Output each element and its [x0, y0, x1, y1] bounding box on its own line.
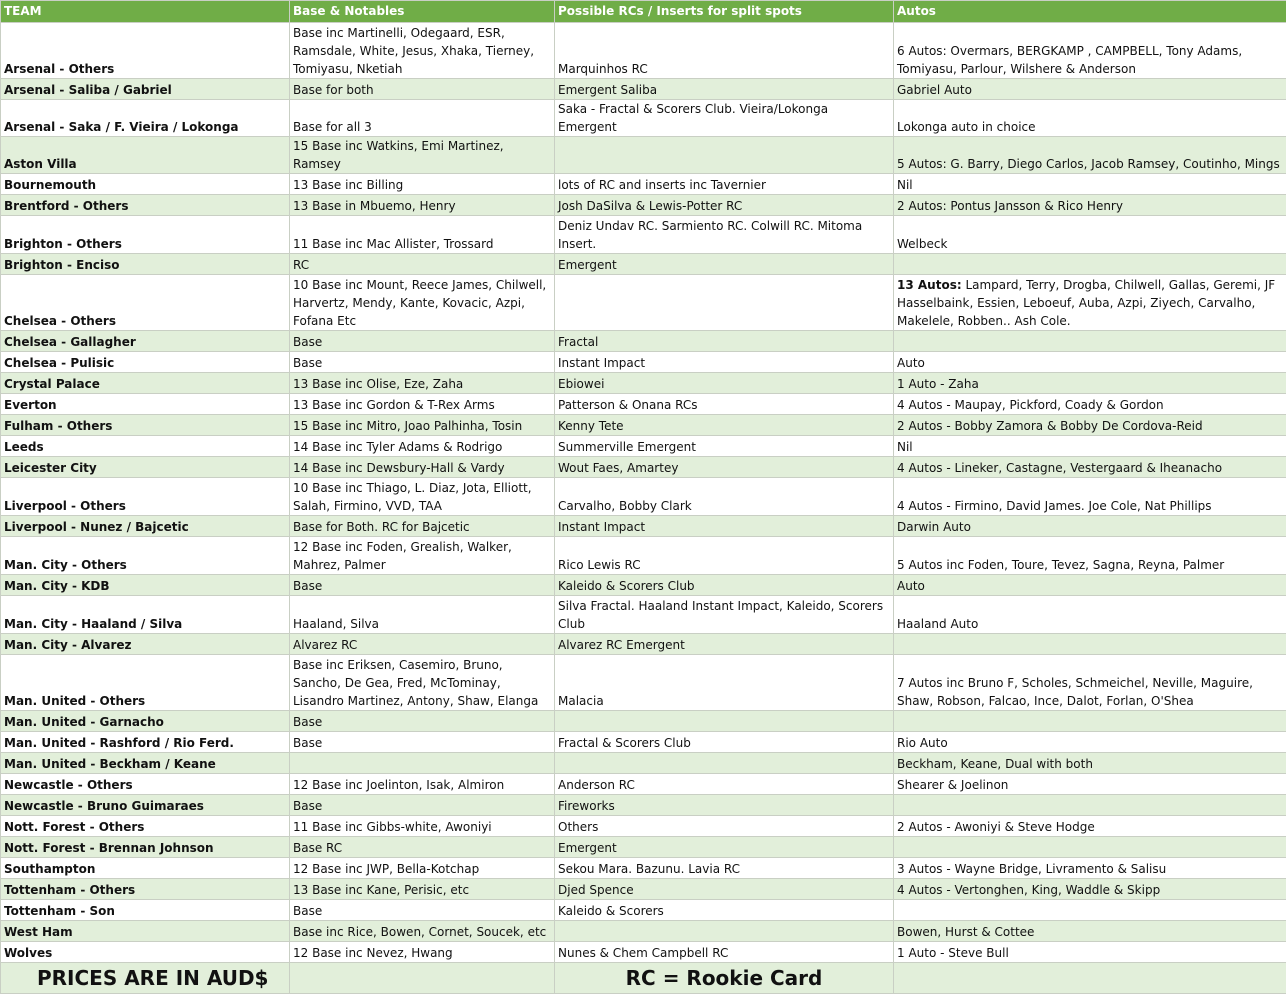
- rc-inserts-cell[interactable]: Patterson & Onana RCs: [555, 394, 894, 415]
- rc-inserts-cell[interactable]: lots of RC and inserts inc Tavernier: [555, 174, 894, 195]
- autos-cell[interactable]: 2 Autos - Awoniyi & Steve Hodge: [894, 816, 1286, 837]
- team-cell[interactable]: Tottenham - Son: [1, 900, 290, 921]
- rc-inserts-cell[interactable]: Silva Fractal. Haaland Instant Impact, Kaleido, Scorers Club: [555, 596, 894, 634]
- rc-inserts-cell[interactable]: Anderson RC: [555, 774, 894, 795]
- team-cell[interactable]: Aston Villa: [1, 137, 290, 174]
- autos-cell[interactable]: Rio Auto: [894, 732, 1286, 753]
- rc-inserts-cell[interactable]: Deniz Undav RC. Sarmiento RC. Colwill RC. Mitoma Insert.: [555, 216, 894, 254]
- rc-inserts-cell[interactable]: Alvarez RC Emergent: [555, 634, 894, 655]
- footer-row: [1, 963, 1286, 994]
- table-row: [1, 753, 1286, 774]
- base-cell[interactable]: Base: [290, 331, 555, 352]
- header-row: [1, 1, 1286, 23]
- autos-cell[interactable]: Haaland Auto: [894, 596, 1286, 634]
- autos-cell[interactable]: Bowen, Hurst & Cottee: [894, 921, 1286, 942]
- rc-inserts-cell[interactable]: Carvalho, Bobby Clark: [555, 478, 894, 516]
- base-cell[interactable]: Base: [290, 711, 555, 732]
- table-row: [1, 596, 1286, 634]
- team-cell[interactable]: Man. City - KDB: [1, 575, 290, 596]
- team-cell[interactable]: Leeds: [1, 436, 290, 457]
- rc-inserts-cell[interactable]: Emergent: [555, 837, 894, 858]
- rc-inserts-cell[interactable]: Kaleido & Scorers Club: [555, 575, 894, 596]
- rc-inserts-cell[interactable]: [555, 921, 894, 942]
- team-cell[interactable]: Nott. Forest - Others: [1, 816, 290, 837]
- team-cell[interactable]: Everton: [1, 394, 290, 415]
- table-row: [1, 373, 1286, 394]
- base-cell[interactable]: Base: [290, 900, 555, 921]
- team-cell[interactable]: Chelsea - Others: [1, 275, 290, 331]
- rc-inserts-cell[interactable]: Others: [555, 816, 894, 837]
- rc-inserts-cell[interactable]: Instant Impact: [555, 516, 894, 537]
- autos-cell[interactable]: [894, 711, 1286, 732]
- autos-cell[interactable]: Darwin Auto: [894, 516, 1286, 537]
- table-row: [1, 254, 1286, 275]
- base-cell[interactable]: 13 Base inc Kane, Perisic, etc: [290, 879, 555, 900]
- table-row: [1, 478, 1286, 516]
- autos-cell[interactable]: Gabriel Auto: [894, 79, 1286, 100]
- base-cell[interactable]: Alvarez RC: [290, 634, 555, 655]
- rc-inserts-cell[interactable]: Emergent Saliba: [555, 79, 894, 100]
- table-row: [1, 100, 1286, 137]
- autos-cell[interactable]: 1 Auto - Steve Bull: [894, 942, 1286, 963]
- autos-cell[interactable]: [894, 254, 1286, 275]
- autos-count-label: 13 Autos:: [897, 278, 962, 292]
- base-cell[interactable]: 12 Base inc Joelinton, Isak, Almiron: [290, 774, 555, 795]
- header-base-notables[interactable]: Base & Notables: [290, 1, 555, 23]
- team-cell[interactable]: Man. United - Beckham / Keane: [1, 753, 290, 774]
- table-row: [1, 816, 1286, 837]
- base-cell[interactable]: 14 Base inc Tyler Adams & Rodrigo: [290, 436, 555, 457]
- rc-inserts-cell[interactable]: Nunes & Chem Campbell RC: [555, 942, 894, 963]
- team-cell[interactable]: Newcastle - Bruno Guimaraes: [1, 795, 290, 816]
- autos-cell[interactable]: Nil: [894, 436, 1286, 457]
- team-cell[interactable]: Arsenal - Saka / F. Vieira / Lokonga: [1, 100, 290, 137]
- team-cell[interactable]: Brighton - Others: [1, 216, 290, 254]
- rc-legend[interactable]: RC = Rookie Card: [555, 963, 894, 994]
- header-autos[interactable]: Autos: [894, 1, 1286, 23]
- table-row: [1, 732, 1286, 753]
- rc-inserts-cell[interactable]: Fractal & Scorers Club: [555, 732, 894, 753]
- team-cell[interactable]: Crystal Palace: [1, 373, 290, 394]
- autos-cell[interactable]: 4 Autos - Vertonghen, King, Waddle & Skipp: [894, 879, 1286, 900]
- autos-cell[interactable]: Beckham, Keane, Dual with both: [894, 753, 1286, 774]
- base-cell[interactable]: Base for all 3: [290, 100, 555, 137]
- table-row: [1, 942, 1286, 963]
- team-cell[interactable]: Arsenal - Saliba / Gabriel: [1, 79, 290, 100]
- table-row: [1, 774, 1286, 795]
- autos-cell[interactable]: 2 Autos - Bobby Zamora & Bobby De Cordova-Reid: [894, 415, 1286, 436]
- team-cell[interactable]: Liverpool - Nunez / Bajcetic: [1, 516, 290, 537]
- base-cell[interactable]: 15 Base inc Watkins, Emi Martinez, Ramsey: [290, 137, 555, 174]
- footer-empty-cell[interactable]: [894, 963, 1286, 994]
- autos-cell[interactable]: 5 Autos: G. Barry, Diego Carlos, Jacob Ramsey, Coutinho, Mings: [894, 137, 1286, 174]
- team-cell[interactable]: Man. United - Others: [1, 655, 290, 711]
- team-cell[interactable]: Wolves: [1, 942, 290, 963]
- team-cell[interactable]: Man. City - Haaland / Silva: [1, 596, 290, 634]
- team-cell[interactable]: Man. United - Garnacho: [1, 711, 290, 732]
- rc-inserts-cell[interactable]: Malacia: [555, 655, 894, 711]
- base-cell[interactable]: 15 Base inc Mitro, Joao Palhinha, Tosin: [290, 415, 555, 436]
- base-cell[interactable]: Base: [290, 575, 555, 596]
- table-row: [1, 655, 1286, 711]
- base-cell[interactable]: 12 Base inc JWP, Bella-Kotchap: [290, 858, 555, 879]
- autos-cell[interactable]: Nil: [894, 174, 1286, 195]
- table-row: [1, 879, 1286, 900]
- autos-cell[interactable]: Auto: [894, 352, 1286, 373]
- table-row: [1, 457, 1286, 478]
- base-cell[interactable]: 13 Base in Mbuemo, Henry: [290, 195, 555, 216]
- autos-cell[interactable]: 3 Autos - Wayne Bridge, Livramento & Salisu: [894, 858, 1286, 879]
- table-row: [1, 711, 1286, 732]
- rc-inserts-cell[interactable]: [555, 711, 894, 732]
- autos-cell[interactable]: Auto: [894, 575, 1286, 596]
- rc-inserts-cell[interactable]: Rico Lewis RC: [555, 537, 894, 575]
- base-cell[interactable]: [290, 753, 555, 774]
- autos-list-text: Lampard, Terry, Drogba, Chilwell, Gallas, Geremi, JF Hasselbaink, Essien, Leboeuf, Auba, Azpi, Ziyech, Carvalho, Makelele, Robben.. Ash Cole.: [897, 278, 1275, 328]
- team-cell[interactable]: Liverpool - Others: [1, 478, 290, 516]
- team-cell[interactable]: Southampton: [1, 858, 290, 879]
- table-row: [1, 634, 1286, 655]
- team-cell[interactable]: Newcastle - Others: [1, 774, 290, 795]
- table-row: [1, 900, 1286, 921]
- table-row: [1, 516, 1286, 537]
- header-team[interactable]: TEAM: [1, 1, 290, 23]
- autos-cell[interactable]: 7 Autos inc Bruno F, Scholes, Schmeichel, Neville, Maguire, Shaw, Robson, Falcao, Ince, Dalot, Forlan, O'Shea: [894, 655, 1286, 711]
- table-row: [1, 23, 1286, 79]
- autos-cell[interactable]: 5 Autos inc Foden, Toure, Tevez, Sagna, Reyna, Palmer: [894, 537, 1286, 575]
- autos-cell[interactable]: Lokonga auto in choice: [894, 100, 1286, 137]
- rc-inserts-cell[interactable]: [555, 137, 894, 174]
- table-row: [1, 575, 1286, 596]
- rc-inserts-cell[interactable]: Saka - Fractal & Scorers Club. Vieira/Lokonga Emergent: [555, 100, 894, 137]
- base-cell[interactable]: 12 Base inc Foden, Grealish, Walker, Mahrez, Palmer: [290, 537, 555, 575]
- table-body: [1, 23, 1286, 963]
- team-cell[interactable]: Brentford - Others: [1, 195, 290, 216]
- rc-inserts-cell[interactable]: Summerville Emergent: [555, 436, 894, 457]
- table-row: [1, 436, 1286, 457]
- rc-inserts-cell[interactable]: [555, 753, 894, 774]
- base-cell[interactable]: Base inc Rice, Bowen, Cornet, Soucek, etc: [290, 921, 555, 942]
- rc-inserts-cell[interactable]: Fractal: [555, 331, 894, 352]
- autos-cell[interactable]: [894, 634, 1286, 655]
- base-cell[interactable]: 10 Base inc Mount, Reece James, Chilwell, Harvertz, Mendy, Kante, Kovacic, Azpi, Fofana Etc: [290, 275, 555, 331]
- team-cell[interactable]: Nott. Forest - Brennan Johnson: [1, 837, 290, 858]
- rc-inserts-cell[interactable]: Djed Spence: [555, 879, 894, 900]
- base-cell[interactable]: 10 Base inc Thiago, L. Diaz, Jota, Elliott, Salah, Firmino, VVD, TAA: [290, 478, 555, 516]
- table-row: [1, 331, 1286, 352]
- header-rcs-inserts[interactable]: Possible RCs / Inserts for split spots: [555, 1, 894, 23]
- base-cell[interactable]: 13 Base inc Gordon & T-Rex Arms: [290, 394, 555, 415]
- autos-cell[interactable]: [894, 900, 1286, 921]
- table-row: [1, 837, 1286, 858]
- autos-cell[interactable]: Shearer & Joelinon: [894, 774, 1286, 795]
- autos-cell[interactable]: [894, 275, 1286, 331]
- team-cell[interactable]: Arsenal - Others: [1, 23, 290, 79]
- team-cell[interactable]: Chelsea - Gallagher: [1, 331, 290, 352]
- table-row: [1, 275, 1286, 331]
- table-row: [1, 394, 1286, 415]
- base-cell[interactable]: Base RC: [290, 837, 555, 858]
- table-row: [1, 858, 1286, 879]
- table-row: [1, 921, 1286, 942]
- rc-inserts-cell[interactable]: Josh DaSilva & Lewis-Potter RC: [555, 195, 894, 216]
- table-row: [1, 352, 1286, 373]
- autos-cell[interactable]: [894, 331, 1286, 352]
- base-cell[interactable]: 12 Base inc Nevez, Hwang: [290, 942, 555, 963]
- base-cell[interactable]: 13 Base inc Olise, Eze, Zaha: [290, 373, 555, 394]
- base-cell[interactable]: Base for both: [290, 79, 555, 100]
- team-cell[interactable]: Tottenham - Others: [1, 879, 290, 900]
- base-cell[interactable]: 11 Base inc Gibbs-white, Awoniyi: [290, 816, 555, 837]
- autos-cell[interactable]: Welbeck: [894, 216, 1286, 254]
- rc-inserts-cell[interactable]: Wout Faes, Amartey: [555, 457, 894, 478]
- team-cell[interactable]: Leicester City: [1, 457, 290, 478]
- autos-cell[interactable]: 2 Autos: Pontus Jansson & Rico Henry: [894, 195, 1286, 216]
- team-cell[interactable]: Bournemouth: [1, 174, 290, 195]
- rc-inserts-cell[interactable]: Sekou Mara. Bazunu. Lavia RC: [555, 858, 894, 879]
- rc-inserts-cell[interactable]: Kenny Tete: [555, 415, 894, 436]
- table-row: [1, 174, 1286, 195]
- base-cell[interactable]: Base: [290, 352, 555, 373]
- base-cell[interactable]: Base for Both. RC for Bajcetic: [290, 516, 555, 537]
- team-cell[interactable]: Man. City - Alvarez: [1, 634, 290, 655]
- team-cell[interactable]: West Ham: [1, 921, 290, 942]
- rc-inserts-cell[interactable]: Marquinhos RC: [555, 23, 894, 79]
- autos-cell[interactable]: 6 Autos: Overmars, BERGKAMP , CAMPBELL, Tony Adams, Tomiyasu, Parlour, Wilshere & Anderson: [894, 23, 1286, 79]
- base-cell[interactable]: 14 Base inc Dewsbury-Hall & Vardy: [290, 457, 555, 478]
- rc-inserts-cell[interactable]: [555, 275, 894, 331]
- team-cell[interactable]: Brighton - Enciso: [1, 254, 290, 275]
- table-row: [1, 216, 1286, 254]
- prices-note[interactable]: PRICES ARE IN AUD$: [1, 963, 290, 994]
- table-row: [1, 795, 1286, 816]
- rc-inserts-cell[interactable]: Fireworks: [555, 795, 894, 816]
- base-cell[interactable]: 13 Base inc Billing: [290, 174, 555, 195]
- table-row: [1, 537, 1286, 575]
- base-cell[interactable]: Base inc Eriksen, Casemiro, Bruno, Sancho, De Gea, Fred, McTominay, Lisandro Martinez, Antony, Shaw, Elanga: [290, 655, 555, 711]
- team-cell[interactable]: Chelsea - Pulisic: [1, 352, 290, 373]
- table-row: [1, 79, 1286, 100]
- base-cell[interactable]: Base: [290, 795, 555, 816]
- footer-empty-cell[interactable]: [290, 963, 555, 994]
- rc-inserts-cell[interactable]: Kaleido & Scorers: [555, 900, 894, 921]
- base-cell[interactable]: 11 Base inc Mac Allister, Trossard: [290, 216, 555, 254]
- base-cell[interactable]: Haaland, Silva: [290, 596, 555, 634]
- autos-cell[interactable]: 4 Autos - Maupay, Pickford, Coady & Gordon: [894, 394, 1286, 415]
- rc-inserts-cell[interactable]: Ebiowei: [555, 373, 894, 394]
- base-cell[interactable]: Base inc Martinelli, Odegaard, ESR, Ramsdale, White, Jesus, Xhaka, Tierney, Tomiyasu, Nketiah: [290, 23, 555, 79]
- autos-cell[interactable]: [894, 837, 1286, 858]
- autos-cell[interactable]: 1 Auto - Zaha: [894, 373, 1286, 394]
- autos-cell[interactable]: 4 Autos - Firmino, David James. Joe Cole, Nat Phillips: [894, 478, 1286, 516]
- base-cell[interactable]: RC: [290, 254, 555, 275]
- autos-cell[interactable]: [894, 795, 1286, 816]
- base-cell[interactable]: Base: [290, 732, 555, 753]
- team-cell[interactable]: Man. City - Others: [1, 537, 290, 575]
- autos-cell[interactable]: 4 Autos - Lineker, Castagne, Vestergaard & Iheanacho: [894, 457, 1286, 478]
- team-cell[interactable]: Man. United - Rashford / Rio Ferd.: [1, 732, 290, 753]
- rc-inserts-cell[interactable]: Instant Impact: [555, 352, 894, 373]
- table-row: [1, 415, 1286, 436]
- table-row: [1, 137, 1286, 174]
- rc-inserts-cell[interactable]: Emergent: [555, 254, 894, 275]
- team-cell[interactable]: Fulham - Others: [1, 415, 290, 436]
- table-row: [1, 195, 1286, 216]
